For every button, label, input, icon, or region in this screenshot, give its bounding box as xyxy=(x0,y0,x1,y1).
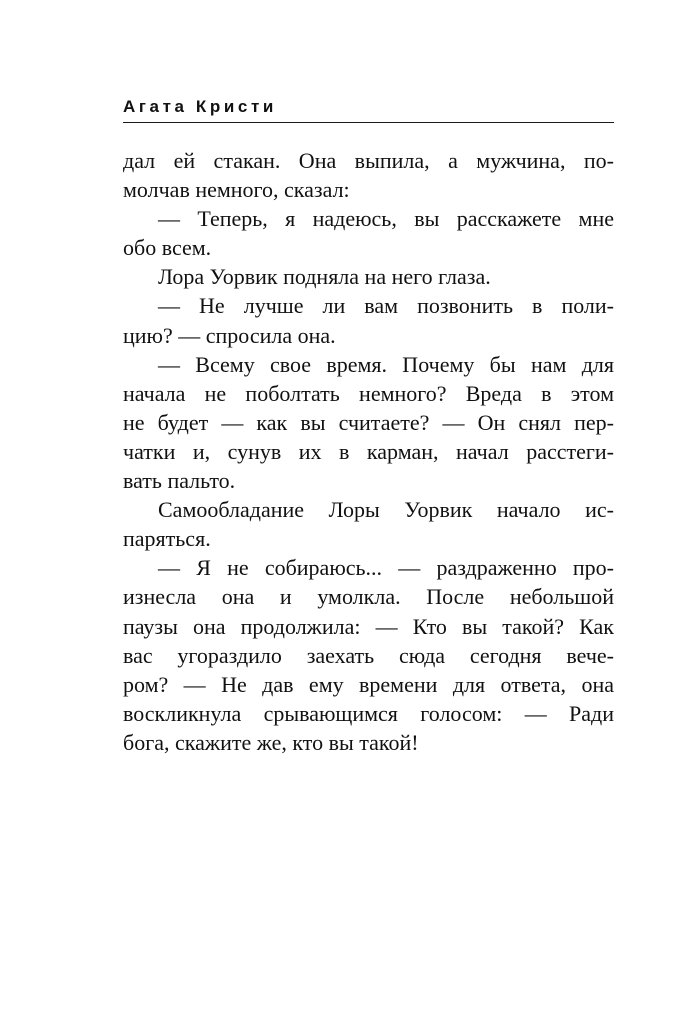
text-line: — Теперь, я надеюсь, вы расскажете мне xyxy=(158,206,614,232)
text-line: дал ей стакан. Она выпила, а мужчина, по- xyxy=(123,148,614,173)
text-line: молчав немного, сказал: xyxy=(123,177,350,203)
text-line: — Всему свое время. Почему бы нам для xyxy=(158,351,614,377)
text-line: — Я не собираюсь... — раздраженно про- xyxy=(158,555,614,581)
text-line: ром? — Не дав ему времени для ответа, она xyxy=(123,671,614,697)
text-line: Лора Уорвик подняла на него глаза. xyxy=(158,264,491,290)
text-line: — Не лучше ли вам позвонить в поли- xyxy=(158,293,614,319)
running-head xyxy=(123,96,614,123)
text-line: начала не поболтать немного? Вреда в этом xyxy=(123,380,614,406)
text-line: паузы она продолжила: — Кто вы такой? Как xyxy=(123,613,614,639)
text-line: бога, скажите же, кто вы такой! xyxy=(123,729,419,755)
text-line: вать пальто. xyxy=(123,468,236,494)
body-text xyxy=(123,146,614,757)
text-line: не будет — как вы считаете? — Он снял пер- xyxy=(123,409,614,435)
text-line: чатки и, сунув их в карман, начал расстеги- xyxy=(123,438,614,464)
author-name: Агата Кристи xyxy=(123,97,277,116)
text-line: воскликнула срывающимся голосом: — Ради xyxy=(123,700,614,726)
text-line: изнесла она и умолкла. После небольшой xyxy=(123,584,614,610)
text-line: вас угораздило заехать сюда сегодня вече- xyxy=(123,642,614,668)
text-line: обо всем. xyxy=(123,235,212,261)
text-line: цию? — спросила она. xyxy=(123,322,336,348)
text-line: Самообладание Лоры Уорвик начало ис- xyxy=(158,497,614,523)
text-line: паряться. xyxy=(123,526,211,552)
